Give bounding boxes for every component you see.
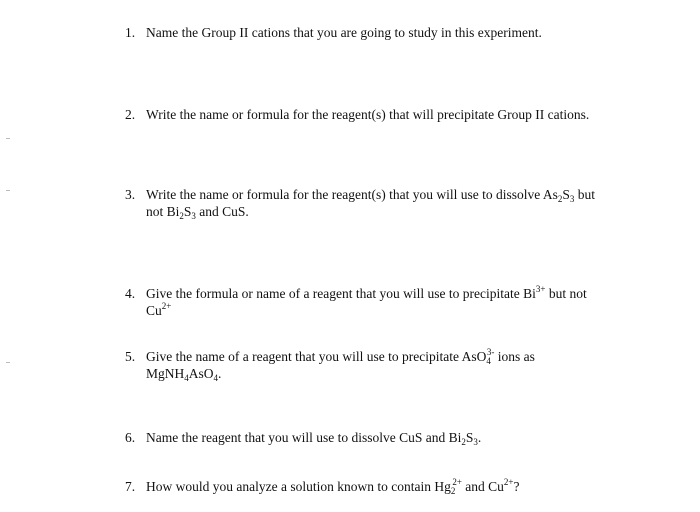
question-7 bbox=[125, 478, 645, 495]
text-segment: . bbox=[477, 430, 482, 445]
question-text bbox=[146, 478, 645, 495]
question-2 bbox=[125, 106, 645, 123]
subscript: 2 bbox=[461, 437, 466, 447]
superscript: 3+ bbox=[535, 284, 546, 294]
text-segment: S bbox=[183, 204, 192, 219]
subscript: 3 bbox=[569, 194, 575, 204]
text-segment: Write the name or formula for the reagent(s) that you will use to dissolve As bbox=[146, 187, 558, 202]
subscript: 4 bbox=[184, 373, 189, 383]
text-segment: ions as bbox=[494, 349, 535, 364]
question-text bbox=[146, 429, 645, 446]
question-text bbox=[146, 348, 645, 382]
question-3 bbox=[125, 186, 645, 220]
superscript: 2+ bbox=[452, 477, 462, 487]
subscript: 2 bbox=[450, 486, 456, 496]
superscript: 2+ bbox=[503, 477, 514, 487]
subscript: 3 bbox=[473, 437, 478, 447]
question-number: 3. bbox=[125, 187, 136, 202]
question-text: Name the Group II cations that you are going to study in this experiment. bbox=[146, 25, 542, 40]
text-segment: but bbox=[574, 187, 596, 202]
subscript: 3 bbox=[191, 211, 196, 221]
question-number: 6. bbox=[125, 430, 136, 445]
text-segment: Give the name of a reagent that you will use to precipitate AsO bbox=[146, 349, 487, 364]
subscript: 4 bbox=[486, 356, 491, 366]
question-1 bbox=[125, 24, 645, 41]
text-segment: and CuS. bbox=[195, 204, 249, 219]
text-segment: Give the formula or name of a reagent that you will use to precipitate Bi bbox=[146, 286, 536, 301]
question-5 bbox=[125, 348, 645, 382]
text-segment: S bbox=[465, 430, 474, 445]
question-6 bbox=[125, 429, 645, 446]
superscript: 2+ bbox=[161, 301, 172, 311]
question-text bbox=[146, 285, 645, 319]
text-segment: AsO bbox=[188, 366, 214, 381]
scan-mark bbox=[6, 190, 10, 191]
subscript: 2 bbox=[557, 194, 563, 204]
text-segment: MgNH bbox=[146, 366, 185, 381]
question-text: Write the name or formula for the reagent(s) that will precipitate Group II cations. bbox=[146, 107, 590, 122]
question-number: 5. bbox=[125, 349, 136, 364]
text-segment: not Bi bbox=[146, 204, 180, 219]
text-segment: ? bbox=[513, 479, 520, 494]
question-number: 4. bbox=[125, 286, 136, 301]
question-number: 2. bbox=[125, 107, 136, 122]
question-text bbox=[146, 186, 645, 220]
scan-mark bbox=[6, 138, 10, 139]
question-4 bbox=[125, 285, 645, 319]
subscript: 4 bbox=[213, 373, 219, 383]
text-segment: but not bbox=[545, 286, 587, 301]
superscript: 3- bbox=[486, 347, 495, 357]
text-segment: Name the reagent that you will use to dissolve CuS and Bi bbox=[146, 430, 462, 445]
text-segment: S bbox=[562, 187, 570, 202]
text-segment: and Cu bbox=[461, 479, 504, 494]
question-number: 7. bbox=[125, 479, 136, 494]
text-segment: . bbox=[218, 366, 222, 381]
text-segment: Cu bbox=[146, 303, 162, 318]
subscript: 2 bbox=[179, 211, 184, 221]
text-segment: How would you analyze a solution known to contain Hg bbox=[146, 479, 451, 494]
scan-mark bbox=[6, 362, 10, 363]
question-number: 1. bbox=[125, 25, 136, 40]
